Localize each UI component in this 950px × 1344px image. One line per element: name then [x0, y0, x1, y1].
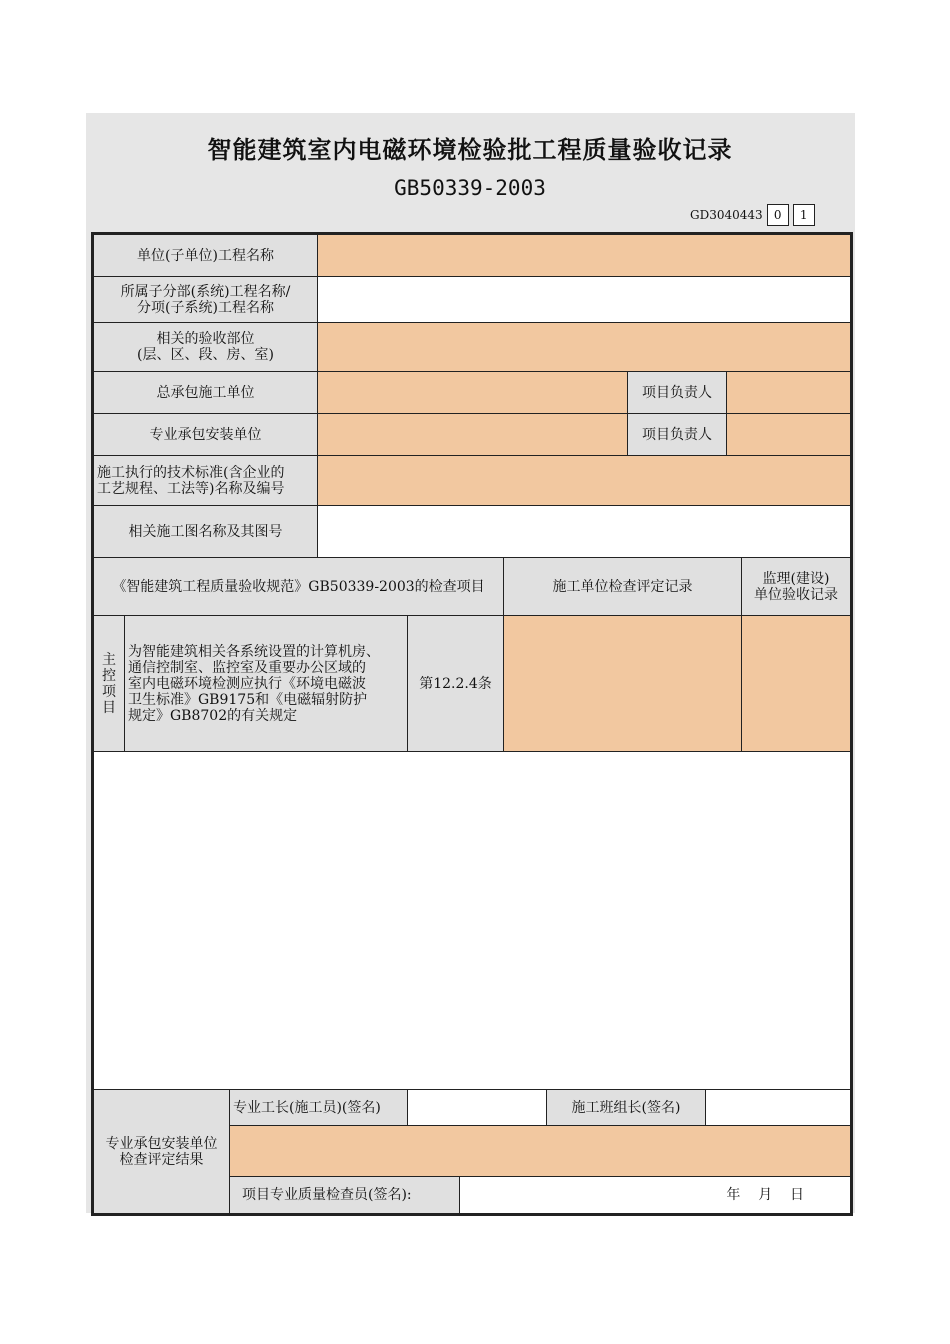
specialty-contractor-field[interactable]: [317, 413, 628, 456]
team-leader-label: 施工班组长(签名): [546, 1089, 706, 1126]
form-code-box-1: 0: [767, 204, 789, 226]
main-item-description: 为智能建筑相关各系统设置的计算机房、 通信控制室、监控室及重要办公区域的 室内电磁环境检测应执行《环境电磁波 卫生标准》GB9175和《电磁辐射防护 规定》GB8702的有关规定: [124, 615, 408, 752]
label-project-manager-1: 项目负责人: [627, 371, 727, 414]
foreman-label: 专业工长(施工员)(签名): [229, 1089, 408, 1126]
project-manager-1-field[interactable]: [726, 371, 851, 414]
form-code-text: GD3040443: [690, 208, 763, 222]
standard-number: GB50339-2003: [394, 176, 546, 200]
acceptance-location-field[interactable]: [317, 322, 851, 372]
unit-project-name-field[interactable]: [317, 234, 851, 277]
quality-inspector-signature-field[interactable]: [459, 1176, 851, 1214]
form-code-box-2: 1: [793, 204, 815, 226]
contractor-record-header: 施工单位检查评定记录: [503, 557, 742, 616]
page-title: 智能建筑室内电磁环境检验批工程质量验收记录: [207, 136, 733, 164]
subdivision-name-field[interactable]: [317, 276, 851, 323]
contractor-record-field[interactable]: [503, 615, 742, 752]
form-code: [690, 204, 815, 226]
label-subdivision-name: 所属子分部(系统)工程名称/ 分项(子系统)工程名称: [93, 276, 318, 323]
drawing-name-field[interactable]: [317, 505, 851, 558]
label-drawing-name: 相关施工图名称及其图号: [93, 505, 318, 558]
label-unit-project-name: 单位(子单位)工程名称: [93, 234, 318, 277]
tech-standard-field[interactable]: [317, 455, 851, 506]
project-manager-2-field[interactable]: [726, 413, 851, 456]
main-control-label: 主 控 项 目: [93, 615, 125, 752]
main-item-clause: 第12.2.4条: [407, 615, 504, 752]
date-label: 年 月 日: [726, 1187, 804, 1203]
supervisor-record-header: 监理(建设) 单位验收记录: [741, 557, 851, 616]
blank-remarks-area: [93, 751, 851, 1090]
label-specialty-contractor: 专业承包安装单位: [93, 413, 318, 456]
inspection-items-header: 《智能建筑工程质量验收规范》GB50339-2003的检查项目: [93, 557, 504, 616]
label-project-manager-2: 项目负责人: [627, 413, 727, 456]
result-label: 专业承包安装单位 检查评定结果: [93, 1089, 230, 1214]
quality-inspector-label: 项目专业质量检查员(签名):: [229, 1176, 460, 1214]
foreman-signature-field[interactable]: [407, 1089, 547, 1126]
label-general-contractor: 总承包施工单位: [93, 371, 318, 414]
supervisor-record-field[interactable]: [741, 615, 851, 752]
general-contractor-field[interactable]: [317, 371, 628, 414]
label-tech-standard: 施工执行的技术标准(含企业的 工艺规程、工法等)名称及编号: [93, 455, 318, 506]
label-acceptance-location: 相关的验收部位 (层、区、段、房、室): [93, 322, 318, 372]
acceptance-record-table: [91, 232, 853, 1216]
evaluation-result-field[interactable]: [229, 1125, 851, 1177]
team-leader-signature-field[interactable]: [705, 1089, 851, 1126]
